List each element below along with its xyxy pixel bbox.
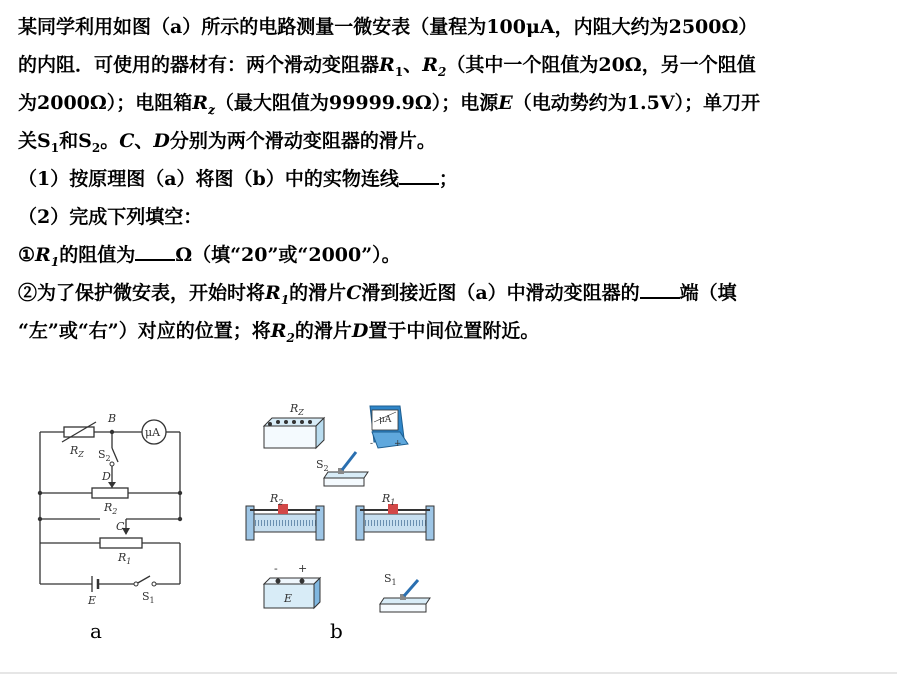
problem-text [18, 8, 888, 350]
resistance-box-rz [264, 418, 324, 448]
node [38, 491, 42, 495]
question-2-3 [18, 312, 888, 350]
problem-line-2 [18, 46, 888, 84]
switch-s2-blade [112, 448, 118, 462]
node [178, 517, 182, 521]
text-span: （电动势约为1.5V）；单刀开 [512, 92, 761, 114]
subscript: 2 [437, 64, 447, 79]
text-span: 的阻值为 [59, 244, 136, 266]
text-span: （其中一个阻值为20Ω，另一个阻值 [446, 54, 756, 76]
resistor-box-r1 [100, 538, 142, 548]
text-span: （1）按原理图（a）将图（b）中的实物连线 [18, 168, 399, 190]
microammeter-device [370, 406, 408, 448]
text-span: 分别为两个滑动变阻器的滑片。 [169, 130, 436, 152]
s2-label: $S_2$ [316, 458, 329, 473]
text-span: （2）完成下列填空： [18, 206, 203, 228]
figure-a-label: a [90, 619, 102, 643]
s1-label: $S_1$ [384, 572, 397, 587]
r2-label: $R_2$ [104, 501, 118, 516]
r1-label: $R_1$ [382, 492, 396, 507]
problem-line-4 [18, 122, 888, 160]
var-r2: R [422, 54, 438, 76]
text-span: 滑到接近图（a）中滑动变阻器的 [361, 282, 640, 304]
question-2 [18, 198, 888, 236]
s1-label: $S_1$ [142, 590, 155, 605]
r2-label: $R_2$ [270, 492, 284, 507]
text-span: 为2000Ω）；电阻箱 [18, 92, 193, 114]
text-span: ① [18, 244, 36, 266]
subscript: 2 [91, 140, 101, 155]
text-span: 。 [100, 130, 120, 152]
rz-label: $R_Z$ [290, 402, 304, 417]
ua-label: μA [145, 426, 161, 439]
var-r1: R [35, 244, 51, 266]
answer-blank-1[interactable] [399, 165, 439, 185]
node [38, 517, 42, 521]
var-c: C [119, 130, 135, 152]
var-r1: R [265, 282, 281, 304]
problem-line-1 [18, 8, 888, 46]
text-span: 端（填 [679, 282, 737, 304]
answer-blank-2[interactable] [135, 241, 175, 261]
battery-minus: - [274, 562, 278, 575]
ua-label: μA [379, 415, 392, 425]
var-r1: R [379, 54, 395, 76]
node-b [110, 430, 114, 434]
var-e: E [498, 92, 513, 114]
r1-label: $R_1$ [118, 551, 132, 566]
d-label: D [102, 470, 111, 483]
text-span: 、 [134, 130, 154, 152]
rheostat-r2-device [246, 504, 324, 540]
node [178, 491, 182, 495]
e-label: E [284, 592, 293, 605]
resistor-box-r2 [92, 488, 128, 498]
meter-minus: - [370, 439, 374, 449]
text-span: 关S [18, 130, 51, 152]
text-span: ； [438, 168, 458, 190]
b-label: B [108, 412, 117, 425]
var-c: C [346, 282, 362, 304]
text-span: 某同学利用如图（a）所示的电路测量一微安表（量程为100μA，内阻大约为2500Ω） [18, 16, 758, 38]
circuit-diagram-a [18, 398, 208, 666]
text-span: “左”或“右”）对应的位置；将 [18, 320, 271, 342]
subscript: 2 [286, 330, 295, 345]
switch-s1-contact [152, 582, 156, 586]
rz-label: $R_Z$ [70, 444, 84, 459]
text-span: 的内阻．可使用的器材有：两个滑动变阻器 [18, 54, 380, 76]
text-span: （最大阻值为99999.9Ω）；电源 [214, 92, 499, 114]
c-label: C [116, 520, 125, 533]
battery-plus: + [298, 562, 308, 575]
text-span: 和S [59, 130, 92, 152]
text-span: 的滑片 [294, 320, 352, 342]
subscript: z [208, 102, 215, 117]
var-r2: R [270, 320, 287, 342]
text-span: 、 [403, 54, 423, 76]
var-d: D [153, 130, 170, 152]
question-2-2 [18, 274, 888, 312]
var-rz: R [192, 92, 209, 114]
s2-label: $S_2$ [98, 448, 111, 463]
text-span: 的滑片 [289, 282, 347, 304]
switch-s2-device [324, 452, 368, 486]
subscript: 1 [50, 140, 60, 155]
components-figure-b [228, 398, 448, 666]
figure-b-label: b [330, 619, 343, 643]
rheostat-r1-device [356, 504, 434, 540]
subscript: 1 [394, 64, 404, 79]
text-span: ②为了保护微安表，开始时将 [18, 282, 266, 304]
text-span: Ω（填“20”或“2000”）。 [175, 244, 401, 266]
variable-arrow [62, 422, 96, 442]
question-1 [18, 160, 888, 198]
problem-line-3 [18, 84, 888, 122]
question-2-1 [18, 236, 888, 274]
subscript: 1 [50, 254, 60, 269]
text-span: 置于中间位置附近。 [368, 320, 540, 342]
meter-plus: + [394, 439, 402, 449]
subscript: 1 [280, 292, 290, 307]
var-d: D [351, 320, 369, 342]
answer-blank-3[interactable] [640, 279, 680, 299]
switch-s1-contact [134, 582, 138, 586]
e-label: E [88, 594, 97, 607]
